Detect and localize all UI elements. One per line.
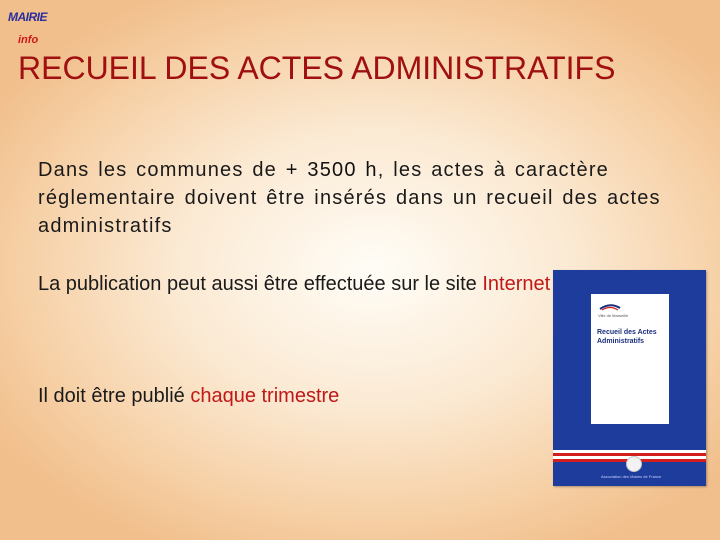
- info-brand: info: [18, 34, 39, 46]
- logo-caption: Ville de Marseille: [598, 313, 629, 318]
- document-footer: Association des Maires de France: [601, 474, 662, 479]
- p1-highlight: + 3500 h: [285, 159, 378, 181]
- document-card: [591, 294, 669, 424]
- mairie-brand: MAIRIE: [8, 10, 47, 24]
- p2-text-before: La publication peut aussi être effectuée sur le site: [38, 273, 483, 295]
- document-card-title: Recueil des Actes Administratifs: [597, 329, 657, 345]
- paragraph-trimestre: [38, 382, 558, 410]
- marianne-emblem-icon: [626, 456, 642, 472]
- paragraph-communes: [38, 156, 710, 240]
- p2-highlight: Internet: [482, 273, 551, 295]
- paragraph-internet: [38, 270, 558, 298]
- p3-highlight: chaque trimestre: [190, 385, 340, 407]
- slide-title: RECUEIL DES ACTES ADMINISTRATIFS: [18, 50, 616, 86]
- recueil-document-image: [553, 270, 706, 486]
- p1-text-before: Dans les communes de: [38, 159, 286, 181]
- p3-text-before: Il doit être publié: [38, 385, 191, 407]
- p1-text-after: , les actes à caractère réglementaire doivent être insérés dans un recueil des actes administratifs: [38, 159, 661, 237]
- city-logo-icon: [599, 302, 621, 312]
